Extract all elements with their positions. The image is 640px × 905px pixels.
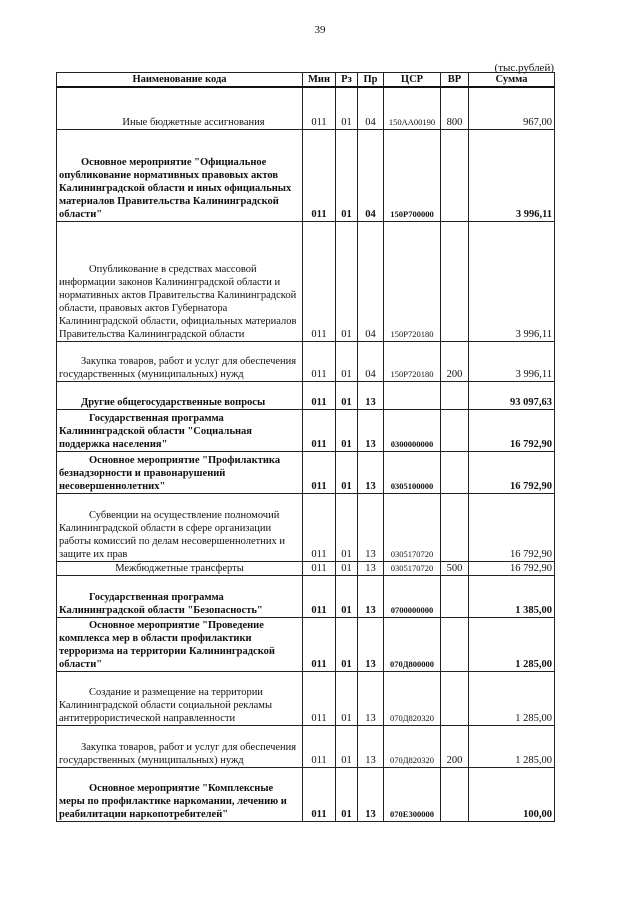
row-pr: 04 bbox=[358, 87, 384, 129]
row-sum: 3 996,11 bbox=[469, 341, 555, 381]
row-min: 011 bbox=[303, 451, 336, 493]
row-vr bbox=[441, 575, 469, 617]
row-rz: 01 bbox=[336, 451, 358, 493]
row-vr bbox=[441, 221, 469, 341]
row-pr: 13 bbox=[358, 617, 384, 671]
row-sum: 16 792,90 bbox=[469, 451, 555, 493]
table-row bbox=[57, 617, 555, 671]
row-csr: 0300000000 bbox=[384, 409, 441, 451]
header-csr: ЦСР bbox=[384, 73, 441, 88]
row-csr bbox=[384, 381, 441, 409]
row-min: 011 bbox=[303, 767, 336, 821]
row-csr: 150Р700000 bbox=[384, 129, 441, 221]
row-rz: 01 bbox=[336, 671, 358, 725]
row-vr bbox=[441, 767, 469, 821]
row-csr: 0305170720 bbox=[384, 493, 441, 561]
row-sum: 1 385,00 bbox=[469, 575, 555, 617]
row-name: Закупка товаров, работ и услуг для обеспечения государственных (муниципальных) нужд bbox=[57, 341, 303, 381]
row-rz: 01 bbox=[336, 381, 358, 409]
row-csr: 070Д820320 bbox=[384, 671, 441, 725]
row-min: 011 bbox=[303, 617, 336, 671]
row-name: Другие общегосударственные вопросы bbox=[57, 381, 303, 409]
header-name: Наименование кода bbox=[57, 73, 303, 88]
row-min: 011 bbox=[303, 561, 336, 575]
row-csr: 0305100000 bbox=[384, 451, 441, 493]
row-name: Иные бюджетные ассигнования bbox=[57, 87, 303, 129]
row-min: 011 bbox=[303, 221, 336, 341]
row-csr: 150АА00190 bbox=[384, 87, 441, 129]
row-vr bbox=[441, 671, 469, 725]
row-rz: 01 bbox=[336, 221, 358, 341]
table-row bbox=[57, 409, 555, 451]
row-vr bbox=[441, 493, 469, 561]
row-pr: 13 bbox=[358, 671, 384, 725]
row-name: Основное мероприятие "Официальное опубликование нормативных правовых актов Калининградской области и иных официальных материалов Правительства Калининградской области" bbox=[57, 129, 303, 221]
row-name: Создание и размещение на территории Калининградской области социальной рекламы антитеррористической направленности bbox=[57, 671, 303, 725]
row-rz: 01 bbox=[336, 575, 358, 617]
row-pr: 13 bbox=[358, 767, 384, 821]
row-min: 011 bbox=[303, 493, 336, 561]
row-rz: 01 bbox=[336, 617, 358, 671]
row-pr: 13 bbox=[358, 725, 384, 767]
row-sum: 16 792,90 bbox=[469, 409, 555, 451]
table-row bbox=[57, 671, 555, 725]
row-pr: 04 bbox=[358, 129, 384, 221]
row-vr bbox=[441, 617, 469, 671]
header-pr: Пр bbox=[358, 73, 384, 88]
table-row bbox=[57, 451, 555, 493]
row-pr: 13 bbox=[358, 561, 384, 575]
row-pr: 13 bbox=[358, 575, 384, 617]
row-pr: 04 bbox=[358, 221, 384, 341]
row-min: 011 bbox=[303, 341, 336, 381]
row-csr: 150Р720180 bbox=[384, 341, 441, 381]
table-row bbox=[57, 381, 555, 409]
row-vr: 500 bbox=[441, 561, 469, 575]
row-rz: 01 bbox=[336, 561, 358, 575]
row-pr: 13 bbox=[358, 381, 384, 409]
row-min: 011 bbox=[303, 575, 336, 617]
row-pr: 13 bbox=[358, 451, 384, 493]
row-vr bbox=[441, 381, 469, 409]
row-csr: 0305170720 bbox=[384, 561, 441, 575]
row-name: Основное мероприятие "Проведение комплекса мер в области профилактики терроризма на территории Калининградской области" bbox=[57, 617, 303, 671]
row-sum: 1 285,00 bbox=[469, 617, 555, 671]
table-row bbox=[57, 87, 555, 129]
row-sum: 93 097,63 bbox=[469, 381, 555, 409]
table-row bbox=[57, 575, 555, 617]
row-sum: 967,00 bbox=[469, 87, 555, 129]
row-rz: 01 bbox=[336, 87, 358, 129]
budget-table bbox=[56, 72, 555, 822]
row-sum: 1 285,00 bbox=[469, 671, 555, 725]
table-row bbox=[57, 493, 555, 561]
table-row bbox=[57, 561, 555, 575]
row-rz: 01 bbox=[336, 129, 358, 221]
row-name: Межбюджетные трансферты bbox=[57, 561, 303, 575]
row-sum: 1 285,00 bbox=[469, 725, 555, 767]
row-name: Опубликование в средствах массовой информации законов Калининградской области и нормативных актов Правительства Калининградской области, правовых актов Губернатора Калининградской области, официальных материалов Правительства Калининградской области bbox=[57, 221, 303, 341]
row-pr: 13 bbox=[358, 409, 384, 451]
row-rz: 01 bbox=[336, 767, 358, 821]
row-vr bbox=[441, 129, 469, 221]
row-rz: 01 bbox=[336, 409, 358, 451]
table-row bbox=[57, 341, 555, 381]
row-sum: 16 792,90 bbox=[469, 493, 555, 561]
row-name: Основное мероприятие "Профилактика безнадзорности и правонарушений несовершеннолетних" bbox=[57, 451, 303, 493]
row-sum: 3 996,11 bbox=[469, 221, 555, 341]
header-vr: ВР bbox=[441, 73, 469, 88]
table-row bbox=[57, 725, 555, 767]
row-sum: 100,00 bbox=[469, 767, 555, 821]
row-min: 011 bbox=[303, 409, 336, 451]
row-pr: 04 bbox=[358, 341, 384, 381]
table-row bbox=[57, 221, 555, 341]
table-row bbox=[57, 129, 555, 221]
row-vr: 800 bbox=[441, 87, 469, 129]
row-min: 011 bbox=[303, 381, 336, 409]
row-csr: 070Д820320 bbox=[384, 725, 441, 767]
row-sum: 16 792,90 bbox=[469, 561, 555, 575]
row-csr: 0700000000 bbox=[384, 575, 441, 617]
row-vr: 200 bbox=[441, 725, 469, 767]
row-min: 011 bbox=[303, 129, 336, 221]
row-rz: 01 bbox=[336, 493, 358, 561]
table-row bbox=[57, 767, 555, 821]
row-name: Основное мероприятие "Комплексные меры по профилактике наркомании, лечению и реабилитации наркопотребителей" bbox=[57, 767, 303, 821]
row-rz: 01 bbox=[336, 725, 358, 767]
row-csr: 070Д800000 bbox=[384, 617, 441, 671]
row-min: 011 bbox=[303, 725, 336, 767]
row-vr bbox=[441, 451, 469, 493]
row-csr: 070Е300000 bbox=[384, 767, 441, 821]
row-name: Государственная программа Калининградской области "Безопасность" bbox=[57, 575, 303, 617]
row-csr: 150Р720180 bbox=[384, 221, 441, 341]
header-sum: Сумма bbox=[469, 73, 555, 88]
row-vr bbox=[441, 409, 469, 451]
row-sum: 3 996,11 bbox=[469, 129, 555, 221]
row-rz: 01 bbox=[336, 341, 358, 381]
row-name: Государственная программа Калининградской области "Социальная поддержка населения" bbox=[57, 409, 303, 451]
row-min: 011 bbox=[303, 87, 336, 129]
row-name: Субвенции на осуществление полномочий Калининградской области в сфере организации работы комиссий по делам несовершеннолетних и защите их прав bbox=[57, 493, 303, 561]
units-label: (тыс.рублей) bbox=[494, 62, 554, 74]
page-number: 39 bbox=[314, 24, 326, 36]
row-pr: 13 bbox=[358, 493, 384, 561]
header-rz: Рз bbox=[336, 73, 358, 88]
row-name: Закупка товаров, работ и услуг для обеспечения государственных (муниципальных) нужд bbox=[57, 725, 303, 767]
header-min: Мин bbox=[303, 73, 336, 88]
table-header-row bbox=[57, 73, 555, 88]
row-vr: 200 bbox=[441, 341, 469, 381]
row-min: 011 bbox=[303, 671, 336, 725]
